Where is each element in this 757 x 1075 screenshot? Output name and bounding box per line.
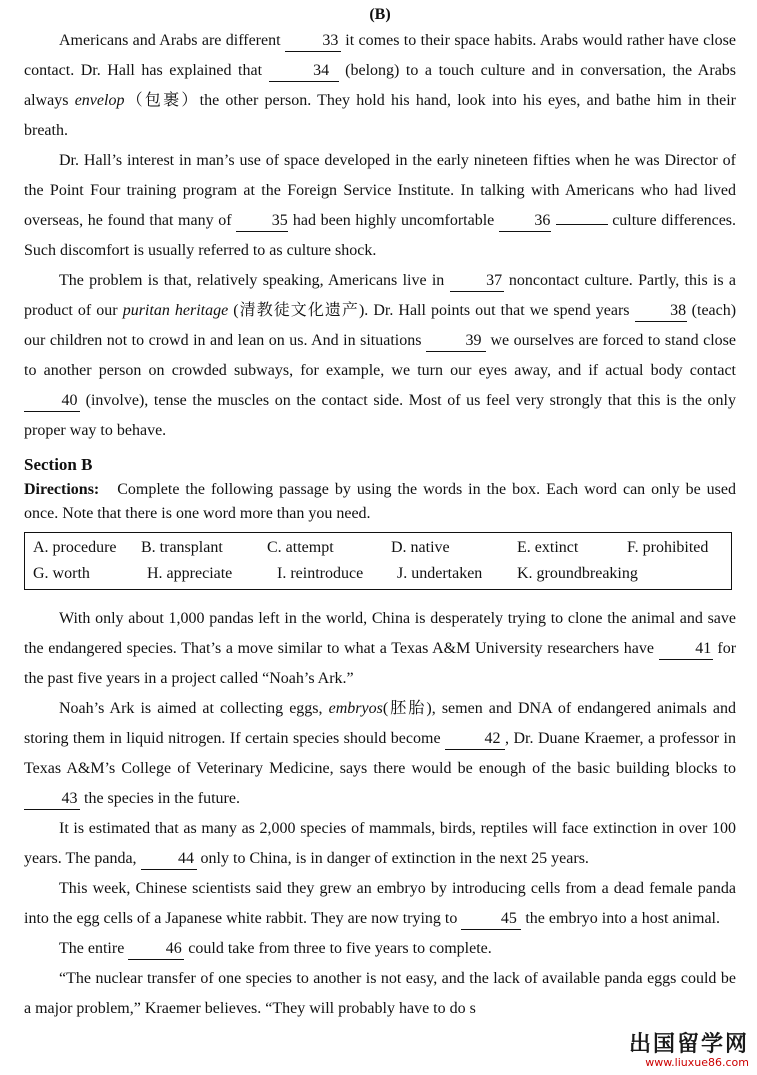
word-option: J. undertaken — [397, 565, 483, 582]
word-box-row — [33, 561, 723, 587]
directions-text: Complete the following passage by using the words in the box. Each word can only be used once. Note that there is one word more than you need. — [24, 481, 737, 522]
text: noncontact culture. Partly, this is a product of our — [24, 272, 737, 319]
text: , Dr. Duane Kraemer, a professor in Texas A&M’s College of Veterinary Medicine, says there would be enough of the basic building blocks to — [24, 730, 737, 777]
paragraph — [24, 146, 736, 266]
word-option: A. procedure — [33, 539, 117, 556]
text: With only about 1,000 pandas left in the world, China is desperately trying to clone the animal and save the endangered species. That’s a move similar to what a Texas A&M University researchers have — [24, 610, 736, 657]
blank-34: 34 — [269, 61, 339, 82]
paragraph — [24, 964, 736, 1024]
text: Americans and Arabs are different — [59, 32, 281, 49]
text: it comes to their space habits. Arabs would rather have close contact. Dr. Hall has explained that — [24, 32, 736, 79]
paragraph — [24, 26, 736, 146]
word-option: E. extinct — [517, 539, 579, 556]
text: The entire — [59, 940, 125, 957]
watermark-cn: 出国留学网 — [628, 1032, 749, 1057]
blank-33: 33 — [285, 31, 341, 52]
text: The problem is that, relatively speaking, Americans live in — [59, 272, 445, 289]
text: could take from three to five years to complete. — [188, 940, 492, 957]
directions-label: Directions: — [24, 481, 100, 498]
blank-42: 42 — [445, 729, 505, 750]
text: It is estimated that as many as 2,000 species of mammals, birds, reptiles will face extinction in over 100 years. The panda, — [24, 820, 736, 867]
word-option: G. worth — [33, 565, 90, 582]
word-option: D. native — [391, 539, 450, 556]
text: the species in the future. — [84, 790, 240, 807]
paragraph — [24, 694, 736, 814]
text: (胚胎), semen and DNA of endangered animals and storing them in liquid nitrogen. If certain species should become — [24, 700, 737, 747]
italic-term: embryos — [328, 700, 383, 717]
text: Noah’s Ark is aimed at collecting eggs, — [59, 700, 323, 717]
text: (involve), tense the muscles on the contact side. Most of us feel very strongly that this is the only proper way to behave. — [24, 392, 736, 439]
paragraph — [24, 874, 736, 934]
blank-43: 43 — [24, 789, 80, 810]
text: (belong) to a touch culture and in conversation, the Arabs always — [24, 62, 737, 109]
text: (teach) our children not to crowd in and lean on us. And in situations — [24, 302, 737, 349]
text: for the past five years in a project called “Noah’s Ark.” — [24, 640, 737, 687]
blank-41: 41 — [659, 639, 713, 660]
text: the embryo into a host animal. — [525, 910, 720, 927]
italic-term: puritan heritage — [122, 302, 229, 319]
paragraph — [24, 604, 736, 694]
blank-38: 38 — [635, 301, 687, 322]
watermark-logo — [629, 1033, 749, 1069]
passage-header: (B) — [369, 6, 391, 23]
word-option: H. appreciate — [147, 565, 233, 582]
section-title: Section B — [24, 455, 93, 474]
blank-36: 36 — [499, 211, 551, 232]
text: only to China, is in danger of extinction in the next 25 years. — [200, 850, 589, 867]
blank-45: 45 — [461, 909, 521, 930]
text: Dr. Hall’s interest in man’s use of space developed in the early nineteen fifties when he was Director of the Point Four training program at the Foreign Service Institute. In talking with Americans who had lived overseas, he found that many of — [24, 152, 736, 229]
blank-36-second — [556, 224, 608, 225]
word-option: K. groundbreaking — [517, 565, 638, 582]
paragraph — [24, 266, 736, 446]
italic-term: envelop — [74, 92, 125, 109]
blank-35: 35 — [236, 211, 288, 232]
paragraph — [24, 934, 736, 964]
watermark-url: www.liuxue86.com — [645, 1056, 749, 1069]
blank-39: 39 — [426, 331, 486, 352]
text: (清教徒文化遗产). Dr. Hall points out that we spend years — [233, 302, 630, 319]
document-page — [24, 0, 736, 1024]
paragraph — [24, 814, 736, 874]
blank-37: 37 — [450, 271, 504, 292]
word-option: F. prohibited — [627, 539, 709, 556]
text: “The nuclear transfer of one species to another is not easy, and the lack of available panda eggs could be a major problem,” Kraemer believes. “They will probably have to do s — [24, 970, 736, 1017]
text: This week, Chinese scientists said they grew an embryo by introducing cells from a dead female panda into the egg cells of a Japanese white rabbit. They are now trying to — [24, 880, 736, 927]
text: had been highly uncomfortable — [292, 212, 495, 229]
text: culture differences. Such discomfort is usually referred to as culture shock. — [24, 212, 737, 259]
text: we ourselves are forced to stand close to another person on crowded subways, for example, we turn our eyes away, and if actual body contact — [24, 332, 736, 379]
text: （包裹）the other person. They hold his hand, look into his eyes, and bathe him in their breath. — [24, 92, 737, 139]
blank-46: 46 — [128, 939, 184, 960]
word-box — [24, 532, 732, 590]
word-option: I. reintroduce — [277, 565, 364, 582]
word-option: B. transplant — [141, 539, 223, 556]
word-option: C. attempt — [267, 539, 334, 556]
blank-40: 40 — [24, 391, 80, 412]
word-box-row — [33, 535, 723, 561]
blank-44: 44 — [141, 849, 197, 870]
directions — [24, 478, 736, 526]
